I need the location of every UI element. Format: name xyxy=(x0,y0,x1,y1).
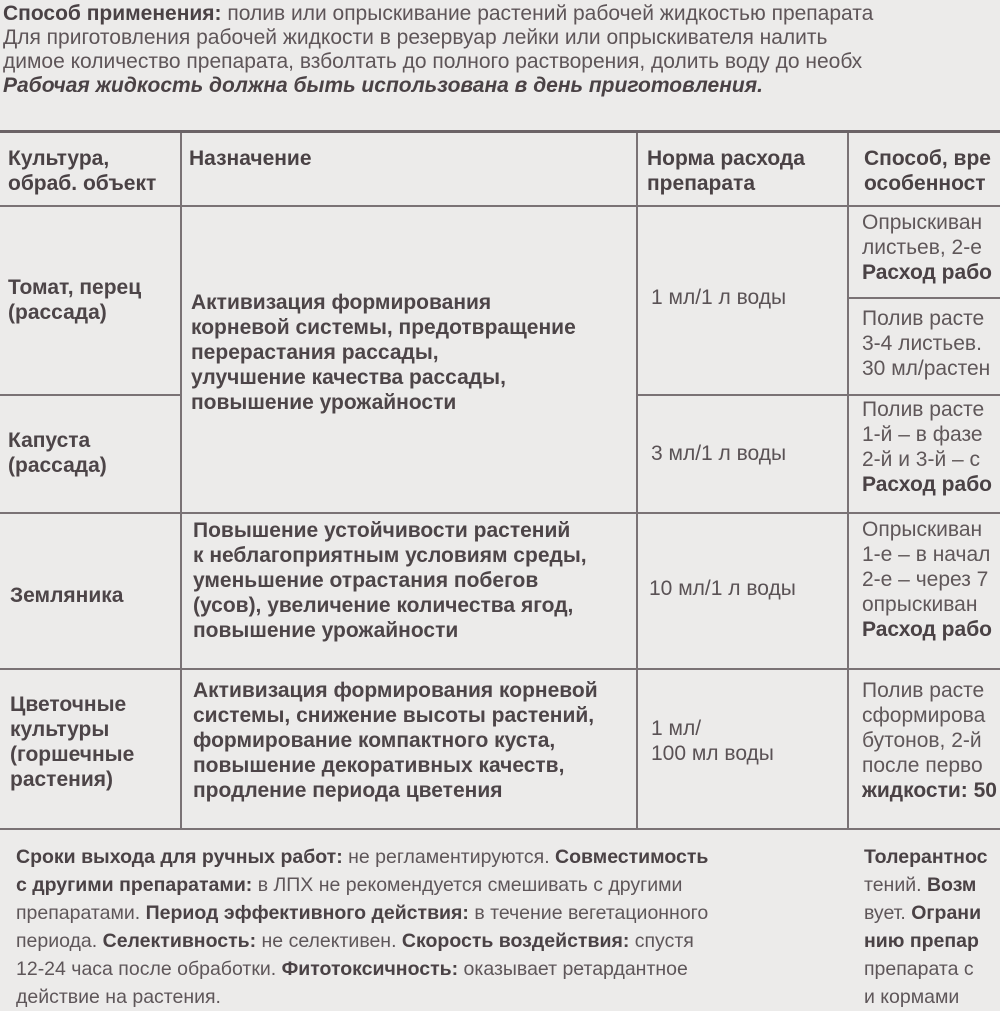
footer-left-line xyxy=(16,983,828,1011)
norm-cabbage: 3 мл/1 л воды xyxy=(651,442,787,465)
norm-line: 100 мл воды xyxy=(651,742,774,765)
method-line: Опрыскиван xyxy=(862,518,983,541)
norm-strawberry: 10 мл/1 л воды xyxy=(649,577,796,600)
grid-hline-header xyxy=(0,205,1000,207)
method-tomato-water xyxy=(862,306,990,381)
footer-right-line xyxy=(864,955,1000,983)
method-line: 1-й – в фазе xyxy=(862,423,983,446)
crop-cabbage-line-2: (рассада) xyxy=(8,454,107,477)
purpose-line: продление периода цветения xyxy=(193,779,503,802)
purpose-line: улучшение качества рассады, xyxy=(191,366,506,389)
usage-line-1 xyxy=(3,2,1000,26)
usage-warning: Рабочая жидкость должна быть использована в день приготовления. xyxy=(3,74,763,97)
footer-left-term: Период эффективного действия: xyxy=(145,902,469,924)
method-line: 1-е – в начал xyxy=(862,543,991,566)
footer-left-term: Скорость воздействия: xyxy=(401,930,630,952)
method-line: опрыскиван xyxy=(862,593,978,616)
purpose-line: формирование компактного куста, xyxy=(193,729,556,752)
method-consumption: Расход рабо xyxy=(862,261,992,284)
grid-hline-bottom xyxy=(0,828,1000,830)
grid-vline-3 xyxy=(847,133,849,830)
purpose-strawberry xyxy=(193,518,587,643)
header-crop xyxy=(8,146,156,196)
method-consumption: Расход рабо xyxy=(862,473,992,496)
method-line: Полив расте xyxy=(862,307,985,330)
crop-tomato xyxy=(8,275,141,325)
crop-flowers xyxy=(10,692,134,792)
footer-left-text: не регламентируются. xyxy=(342,846,556,868)
crop-flowers-line: культуры xyxy=(10,718,110,741)
footer-right-line xyxy=(864,927,1000,955)
usage-label: Способ применения: xyxy=(3,2,222,25)
purpose-line: Активизация формирования xyxy=(191,291,492,314)
footer-right-text: вует. xyxy=(864,902,912,924)
footer-right-paragraph xyxy=(864,843,1000,1011)
footer-left-line xyxy=(16,843,828,871)
header-crop-line-1: Культура, xyxy=(8,147,110,170)
table-top-rule xyxy=(0,130,1000,133)
grid-vline-1 xyxy=(180,133,182,830)
footer-right-line xyxy=(864,871,1000,899)
footer-right-term: нию препар xyxy=(864,930,979,952)
method-line: 3-4 листьев. xyxy=(862,332,982,355)
footer-right-term: Толерантнос xyxy=(864,846,988,868)
crop-flowers-line: (горшечные xyxy=(10,743,135,766)
usage-intro xyxy=(3,2,1000,98)
purpose-line: к неблагоприятным условиям среды, xyxy=(193,544,587,567)
grid-hline-method-1 xyxy=(847,297,1000,299)
method-cabbage xyxy=(862,397,992,497)
footer-left-term: с другими препаратами: xyxy=(16,874,253,896)
method-consumption: Расход рабо xyxy=(862,618,992,641)
purpose-line: системы, снижение высоты растений, xyxy=(193,704,595,727)
norm-line: 1 мл/ xyxy=(651,717,702,740)
footer-left-text: не селективен. xyxy=(256,930,402,952)
header-method-line-1: Способ, вре xyxy=(864,147,991,170)
header-method xyxy=(864,146,991,196)
footer-left-text: спустя xyxy=(629,930,694,952)
grid-hline-row-2 xyxy=(0,512,1000,514)
purpose-line: уменьшение отрастания побегов xyxy=(193,569,539,592)
footer-left-term: Сроки выхода для ручных работ: xyxy=(16,846,343,868)
purpose-line: повышение урожайности xyxy=(193,619,459,642)
footer-left-text: периода. xyxy=(16,930,103,952)
footer-left-term: Совместимость xyxy=(555,846,709,868)
footer-left-text: препаратами. xyxy=(16,902,146,924)
crop-cabbage-line-1: Капуста xyxy=(8,429,91,452)
purpose-line: Повышение устойчивости растений xyxy=(193,519,571,542)
footer-left-text: в течение вегетационного xyxy=(468,902,709,924)
crop-strawberry: Земляника xyxy=(10,584,124,607)
footer-right-term: Ограни xyxy=(911,902,982,924)
header-purpose: Назначение xyxy=(189,147,312,170)
grid-hline-norm-1 xyxy=(636,394,1000,396)
purpose-line: повышение урожайности xyxy=(191,391,457,414)
header-norm-line-1: Норма расхода xyxy=(647,147,805,170)
footer-left-line xyxy=(16,927,828,955)
header-method-line-2: особенност xyxy=(864,172,986,195)
method-line: Полив расте xyxy=(862,398,985,421)
method-line: листьев, 2-е xyxy=(862,236,982,259)
footer-right-text: препарата с xyxy=(864,958,974,980)
footer-right-line xyxy=(864,843,1000,871)
norm-tomato: 1 мл/1 л воды xyxy=(651,286,787,309)
purpose-line: Активизация формирования корневой xyxy=(193,679,598,702)
method-strawberry xyxy=(862,517,992,642)
crop-cabbage xyxy=(8,428,107,478)
crop-flowers-line: растения) xyxy=(10,768,113,791)
usage-text: полив или опрыскивание растений рабочей жидкостью препарата xyxy=(221,2,874,25)
method-line: Полив расте xyxy=(862,679,985,702)
purpose-flowers xyxy=(193,678,598,803)
footer-left-text: 12-24 часа после обработки. xyxy=(16,958,282,980)
footer-right-text: и кормами xyxy=(864,986,960,1008)
usage-line-3: димое количество препарата, взболтать до полного растворения, долить воду до необх xyxy=(3,50,863,73)
header-norm xyxy=(647,146,805,196)
purpose-line: корневой системы, предотвращение xyxy=(191,316,576,339)
footer-right-term: Возм xyxy=(926,874,977,896)
footer-left-line xyxy=(16,955,828,983)
footer-right-line xyxy=(864,983,1000,1011)
method-consumption: жидкости: 50 xyxy=(862,779,997,802)
method-tomato-spray xyxy=(862,210,992,285)
purpose-line: перерастания рассады, xyxy=(191,341,439,364)
grid-hline-row-3 xyxy=(0,668,1000,670)
header-crop-line-2: обраб. объект xyxy=(8,172,157,195)
grid-vline-2 xyxy=(636,133,638,830)
crop-flowers-line: Цветочные xyxy=(10,693,127,716)
usage-line-2: Для приготовления рабочей жидкости в резервуар лейки или опрыскивателя налить xyxy=(3,26,828,49)
footer-right-text: тений. xyxy=(864,874,927,896)
method-line: 2-е – через 7 xyxy=(862,568,989,591)
footer-left-line xyxy=(16,871,828,899)
method-line: Опрыскиван xyxy=(862,211,983,234)
method-line: бутонов, 2-й xyxy=(862,729,982,752)
footer-left-text: оказывает ретардантное xyxy=(458,958,688,980)
footer-left-line xyxy=(16,899,828,927)
header-norm-line-2: препарата xyxy=(647,172,756,195)
purpose-seedlings xyxy=(191,290,576,415)
method-line: 30 мл/растен xyxy=(862,357,991,380)
method-flowers xyxy=(862,678,997,803)
footer-left-paragraph xyxy=(16,843,828,1011)
norm-flowers xyxy=(651,716,774,766)
purpose-line: (усов), увеличение количества ягод, xyxy=(193,594,574,617)
purpose-line: повышение декоративных качеств, xyxy=(193,754,565,777)
footer-left-text: в ЛПХ не рекомендуется смешивать с другими xyxy=(252,874,683,896)
crop-tomato-line-1: Томат, перец xyxy=(8,276,142,299)
method-line: после перво xyxy=(862,754,983,777)
grid-hline-crop-1 xyxy=(0,394,180,396)
footer-left-text: действие на растения. xyxy=(16,986,221,1008)
footer-left-term: Фитотоксичность: xyxy=(281,958,459,980)
crop-tomato-line-2: (рассада) xyxy=(8,301,107,324)
method-line: 2-й и 3-й – с xyxy=(862,448,981,471)
method-line: сформирова xyxy=(862,704,986,727)
footer-right-line xyxy=(864,899,1000,927)
footer-left-term: Селективность: xyxy=(102,930,257,952)
